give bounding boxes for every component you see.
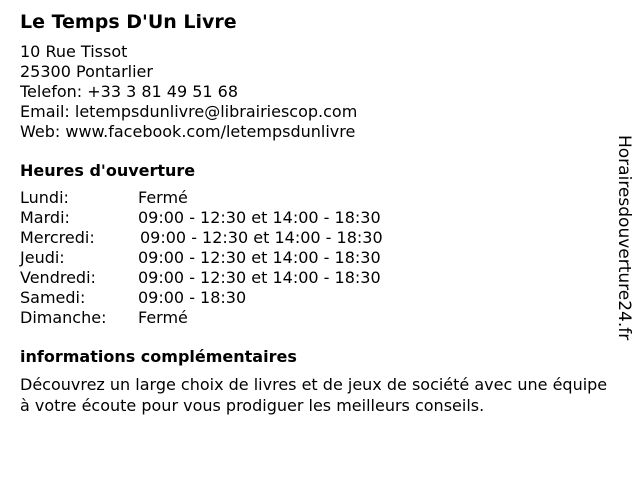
hours-row-mardi: [20, 208, 610, 228]
hours-day: Dimanche:: [20, 308, 107, 327]
hours-row-lundi: [20, 188, 610, 208]
info-heading: informations complémentaires: [20, 347, 297, 366]
hours-day: Vendredi:: [20, 268, 96, 287]
hours-heading: Heures d'ouverture: [20, 161, 196, 180]
hours-time: Fermé: [138, 308, 188, 327]
hours-row-dimanche: [20, 308, 610, 328]
hours-time: 09:00 - 12:30 et 14:00 - 18:30: [138, 208, 381, 227]
hours-time: Fermé: [138, 188, 188, 207]
address-street: 10 Rue Tissot: [20, 42, 128, 61]
hours-time: 09:00 - 18:30: [138, 288, 247, 307]
address-city: 25300 Pontarlier: [20, 62, 153, 81]
hours-time: 09:00 - 12:30 et 14:00 - 18:30: [138, 248, 381, 267]
hours-table: [20, 188, 610, 328]
hours-row-vendredi: [20, 268, 610, 288]
store-card: [20, 0, 610, 416]
hours-day: Samedi:: [20, 288, 86, 307]
hours-day: Jeudi:: [20, 248, 65, 267]
web-line: Web: www.facebook.com/letempsdunlivre: [20, 122, 356, 141]
hours-row-jeudi: [20, 248, 610, 268]
hours-day: Mardi:: [20, 208, 70, 227]
hours-time: 09:00 - 12:30 et 14:00 - 18:30: [140, 228, 383, 247]
hours-day: Mercredi:: [20, 228, 95, 247]
hours-day: Lundi:: [20, 188, 69, 207]
hours-time: 09:00 - 12:30 et 14:00 - 18:30: [138, 268, 381, 287]
hours-row-mercredi: [20, 228, 610, 248]
hours-row-samedi: [20, 288, 610, 308]
info-description: Découvrez un large choix de livres et de jeux de société avec une équipe à votre écoute pour vous prodiguer les meilleurs conseils.: [20, 375, 608, 415]
phone-line: Telefon: +33 3 81 49 51 68: [20, 82, 239, 101]
store-name: Le Temps D'Un Livre: [20, 11, 237, 33]
site-watermark: Horairesdouverture24.fr: [614, 135, 634, 341]
email-line: Email: letempsdunlivre@librairiescop.com: [20, 102, 358, 121]
